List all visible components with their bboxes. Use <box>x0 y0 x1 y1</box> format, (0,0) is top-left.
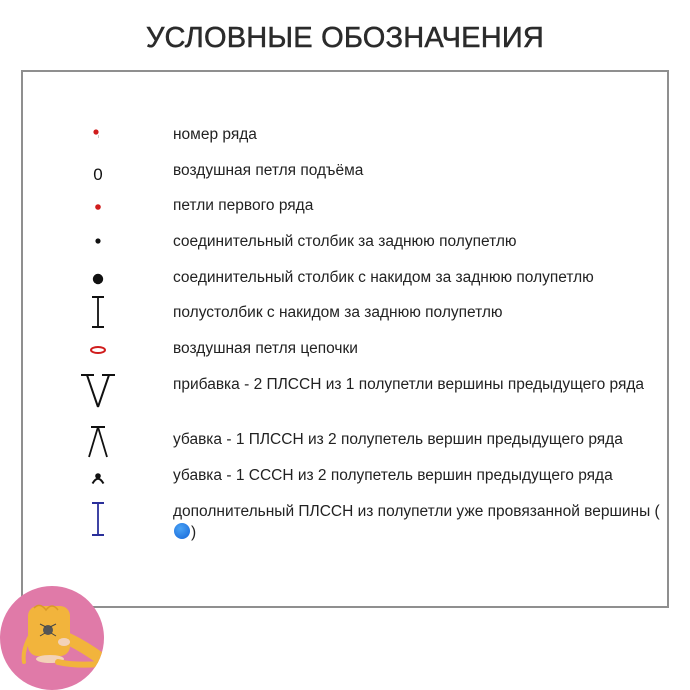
legend-label: убавка - 1 СССН из 2 полупетель вершин предыдущего ряда <box>173 467 613 484</box>
legend-label: воздушная петля цепочки <box>173 340 358 357</box>
legend-label: прибавка - 2 ПЛССН из 1 полупетли вершины предыдущего ряда <box>173 376 645 393</box>
brand-logo <box>0 586 104 690</box>
lambda-decrease-icon <box>78 421 118 461</box>
blue-dot-icon <box>174 523 190 539</box>
i-beam-icon <box>78 292 118 332</box>
legend-label: дополнительный ПЛССН из полупетли уже провязанной вершины () <box>173 503 660 541</box>
legend-label: петли первого ряда <box>173 197 314 214</box>
red-oval-icon <box>78 330 118 370</box>
legend-label: соединительный столбик с накидом за заднюю полупетлю <box>173 269 594 286</box>
red-dot-small-icon <box>78 114 118 154</box>
knitted-toy-icon <box>0 586 104 690</box>
legend-label: убавка - 1 ПЛССН из 2 полупетель вершин предыдущего ряда <box>173 431 623 448</box>
legend-label: полустолбик с накидом за заднюю полупетлю <box>173 304 503 321</box>
v-increase-icon <box>78 371 118 411</box>
legend-label: соединительный столбик за заднюю полупетлю <box>173 233 517 250</box>
page-title: УСЛОВНЫЕ ОБОЗНАЧЕНИЯ <box>145 22 545 54</box>
legend-label: номер ряда <box>173 126 257 143</box>
arch-decrease-icon <box>78 458 118 498</box>
legend-label: воздушная петля подъёма <box>173 162 364 179</box>
black-dot-small-icon <box>78 221 118 261</box>
blue-i-beam-icon <box>78 499 118 539</box>
zero-icon: 0 <box>93 165 103 184</box>
legend-box <box>21 70 669 608</box>
